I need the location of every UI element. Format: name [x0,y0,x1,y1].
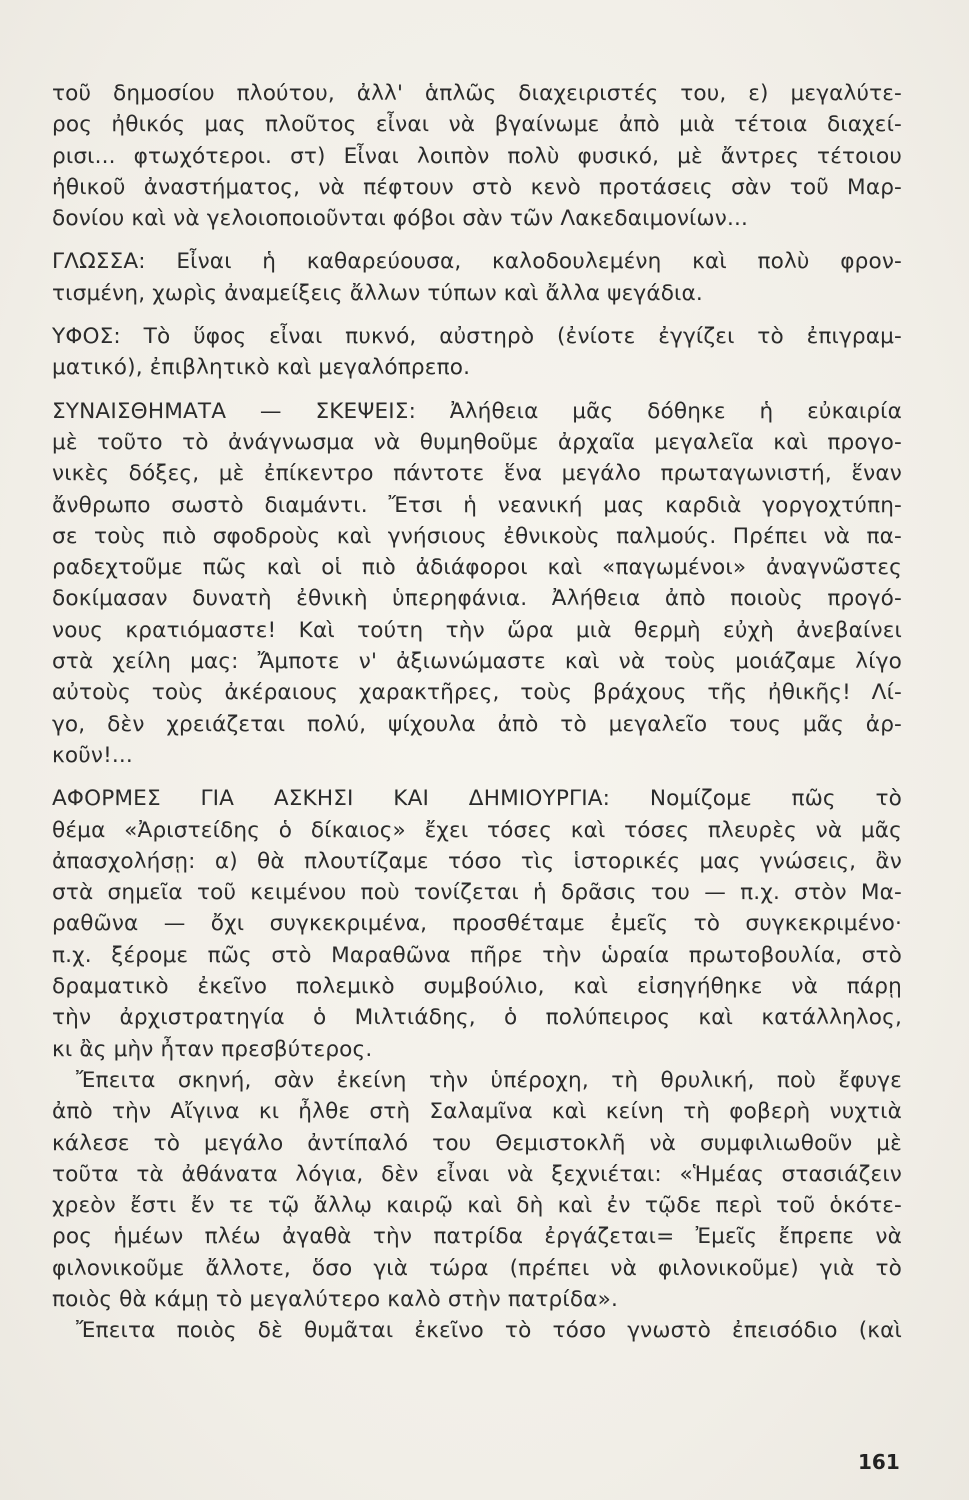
page-number: 161 [858,1450,900,1474]
text-line: κι ἂς μὴν ἦταν πρεσβύτερος. [52,1036,373,1062]
text-line: μὲ τοῦτο τὸ ἀνάγνωσμα νὰ θυμηθοῦμε ἀρχαῖα μεγαλεῖα καὶ προγο- [52,429,902,455]
text-line: γο, δὲν χρειάζεται πολύ, ψίχουλα ἀπὸ τὸ μεγαλεῖο τους μᾶς ἀρ- [52,711,902,737]
section-heading-aformes: ΑΦΟΡΜΕΣ ΓΙΑ ΑΣΚΗΣΙ ΚΑΙ ΔΗΜΙΟΥΡΓΙΑ: Νομίζομε πῶς τὸ [52,786,902,812]
text-line: τὴν ἀρχιστρατηγία ὁ Μιλτιάδης, ὁ πολύπειρος καὶ κατάλληλος, [52,1005,902,1031]
text-line: στὰ σημεῖα τοῦ κειμένου ποὺ τονίζεται ἡ δρᾶσις του — π.χ. στὸν Μα- [52,880,902,906]
text-line: στὰ χείλη μας: Ἄμποτε ν' ἀξιωνώμαστε καὶ νὰ τοὺς μοιάζαμε λίγο [52,649,902,675]
text-line: δραματικὸ ἐκεῖνο πολεμικὸ συμβούλιο, καὶ εἰσηγήθηκε νὰ πάρῃ [52,974,902,1000]
text-line: ποιὸς θὰ κάμῃ τὸ μεγαλύτερο καλὸ στὴν πατρίδα». [52,1286,618,1312]
text-line: ἀπασχολήσῃ: α) θὰ πλουτίζαμε τόσο τὶς ἱστορικές μας γνώσεις, ἂν [52,848,902,874]
text-line: σε τοὺς πιὸ σφοδροὺς καὶ γνήσιους ἐθνικοὺς παλμούς. Πρέπει νὰ πα- [52,523,902,549]
text-line: τοῦτα τὰ ἀθάνατα λόγια, δὲν εἶναι νὰ ξεχνιέται: «Ἡμέας στασιάζειν [52,1161,902,1187]
text-line: ἀπὸ τὴν Αἴγινα κι ἦλθε στὴ Σαλαμῖνα καὶ κείνη τὴ φοβερὴ νυχτιὰ [52,1099,902,1125]
text-line: Ἔπειτα ποιὸς δὲ θυμᾶται ἐκεῖνο τὸ τόσο γνωστὸ ἐπεισόδιο (καὶ [76,1318,902,1344]
text-line: ἠθικοῦ ἀναστήματος, νὰ πέφτουν στὸ κενὸ προτάσεις σὰν τοῦ Μαρ- [52,174,902,200]
text-line: π.χ. ξέρομε πῶς στὸ Μαραθῶνα πῆρε τὴν ὡραία πρωτοβουλία, στὸ [52,942,902,968]
body-text [52,78,902,1347]
text-line: κοῦν!... [52,742,133,768]
section-heading-yfos: ΥΦΟΣ: Τὸ ὕφος εἶναι πυκνό, αὐστηρὸ (ἐνίοτε ἐγγίζει τὸ ἐπιγραμ- [52,324,902,350]
text-line: τισμένη, χωρὶς ἀναμείξεις ἄλλων τύπων καὶ ἄλλα ψεγάδια. [52,280,703,306]
text-line: χρεὸν ἔστι ἔν τε τῷ ἄλλῳ καιρῷ καὶ δὴ καὶ ἐν τῷδε περὶ τοῦ ὁκότε- [52,1193,902,1219]
text-line: ραδεχτοῦμε πῶς καὶ οἱ πιὸ ἀδιάφοροι καὶ «παγωμένοι» ἀναγνῶστες [52,555,902,581]
text-line: νικὲς δόξες, μὲ ἐπίκεντρο πάντοτε ἕνα μεγάλο πρωταγωνιστή, ἕναν [52,461,902,487]
paragraph-gap [52,234,902,246]
text-line: ραθῶνα — ὄχι συγκεκριμένα, προσθέταμε ἐμεῖς τὸ συγκεκριμένο· [52,911,902,937]
text-line: αὐτοὺς τοὺς ἀκέραιους χαρακτῆρες, τοὺς βράχους τῆς ἠθικῆς! Λί- [52,680,902,706]
text-line: κάλεσε τὸ μεγάλο ἀντίπαλό του Θεμιστοκλῆ νὰ συμφιλιωθοῦν μὲ [52,1130,902,1156]
text-line: τοῦ δημοσίου πλούτου, ἀλλ' ἁπλῶς διαχειριστές του, ε) μεγαλύτε- [52,81,902,106]
text-line: δονίου καὶ νὰ γελοιοποιοῦνται φόβοι σὰν τῶν Λακεδαιμονίων... [52,206,748,232]
text-line: ματικό), ἐπιβλητικὸ καὶ μεγαλόπρεπο. [52,355,471,381]
text-line: ἄνθρωπο σωστὸ διαμάντι. Ἔτσι ἡ νεανική μας καρδιὰ γοργοχτύπη- [52,492,902,518]
text-line: δοκίμασαν δυνατὴ ἐθνικὴ ὑπερηφάνια. Ἀλήθεια ἀπὸ ποιοὺς προγό- [52,586,902,612]
text-line: ρος ἠθικός μας πλοῦτος εἶναι νὰ βγαίνωμε ἀπὸ μιὰ τέτοια διαχεί- [52,112,902,138]
text-line: ρισι... φτωχότεροι. στ) Εἶναι λοιπὸν πολὺ φυσικό, μὲ ἄντρες τέτοιου [52,143,902,169]
text-line: Ἔπειτα σκηνή, σὰν ἐκείνη τὴν ὑπέροχη, τὴ θρυλική, ποὺ ἔφυγε [76,1067,902,1093]
text-line: φιλονικοῦμε ἄλλοτε, ὅσο γιὰ τώρα (πρέπει νὰ φιλονικοῦμε) γιὰ τὸ [52,1255,902,1281]
paragraph-gap [52,309,902,321]
section-heading-synaisthimata: ΣΥΝΑΙΣΘΗΜΑΤΑ — ΣΚΕΨΕΙΣ: Ἀλήθεια μᾶς δόθηκε ἡ εὐκαιρία [52,398,902,424]
paragraph-gap [52,771,902,783]
section-heading-glossa: ΓΛΩΣΣΑ: Εἶναι ἡ καθαρεύουσα, καλοδουλεμένη καὶ πολὺ φρον- [52,249,902,275]
text-line: ρος ἡμέων πλέω ἀγαθὰ τὴν πατρίδα ἐργάζεται= Ἐμεῖς ἔπρεπε νὰ [52,1224,902,1250]
text-line: νους κρατιόμαστε! Καὶ τούτη τὴν ὥρα μιὰ θερμὴ εὐχὴ ἀνεβαίνει [52,617,902,643]
paragraph-gap [52,384,902,396]
text-line: θέμα «Ἀριστείδης ὁ δίκαιος» ἔχει τόσες καὶ τόσες πλευρὲς νὰ μᾶς [52,817,902,843]
